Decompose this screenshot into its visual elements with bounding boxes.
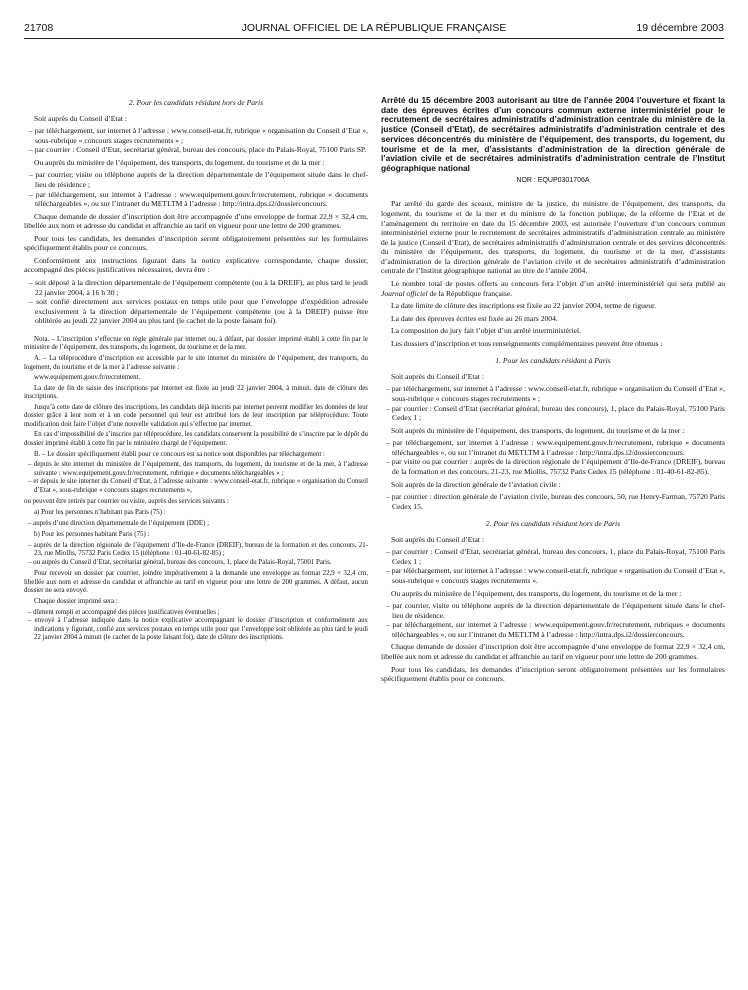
text-run: de la République française. xyxy=(427,288,513,298)
paragraph: Soit auprès du ministère de l’équipement, des transports, du logement, du tourisme et de la mer : xyxy=(391,425,685,435)
paragraph: La date des épreuves écrites est fixée au 26 mars 2004. xyxy=(391,313,558,323)
paragraph: Chaque demande de dossier d’inscription doit être accompagnée d’une enveloppe de format 22,9 × 32,4 cm, libellée aux nom et adresse du candidat et affranchie au tarif en vigueur pour une lettre de 200 grammes. xyxy=(24,211,368,231)
list-item: – par téléchargement, sur internet à l’adresse : www.equipement.gouv.fr/recrutement, rubriques « documents téléchargeables », ou sur l’intranet du METLTM à l’adresse : http://intra.dps.i2/dossierconcours. xyxy=(381,620,725,639)
nota-lettered-item: a) Pour les personnes n’habitant pas Paris (75) : xyxy=(34,508,166,516)
bullet-list xyxy=(24,278,368,326)
bullet-list xyxy=(381,492,725,511)
decree-title: Arrêté du 15 décembre 2003 autorisant au titre de l’année 2004 l’ouverture et fixant la date des épreuves écrites d’un concours commun externe interministériel pour le recrutement de secrétaires administratifs d’administration centrale du ministère de la justice (Conseil d’Etat), de secrétaires administratifs d’administration centrale et des services déconcentrés du ministère de l’équipement, des transports, du logement, du tourisme et de la mer, d’assistants d’administration de la direction générale de l’aviation civile et de secrétaires administratifs d’administration centrale de l’Institut géographique national xyxy=(381,95,725,173)
list-item: – par courrier : direction générale de l’aviation civile, bureau des concours, 50, rue Henry-Farman, 75720 Paris Cedex 15. xyxy=(381,492,725,511)
journal-reference: Journal officiel xyxy=(381,288,428,298)
nota-url: www.equipement.gouv.fr/recrutement. xyxy=(34,374,141,382)
paragraph: Soit auprès du Conseil d’Etat : xyxy=(391,371,485,381)
list-item: – par visite ou par courrier : auprès de la direction régionale de l’équipement d’Ile-de-France (DREIF), bureau de la formation et des concours, 21-23, rue Miollis, 75732 Paris Cedex 15 (téléphone : 01-40-61-82-85). xyxy=(381,457,725,476)
paragraph: La date limite de clôture des inscriptions est fixée au 22 janvier 2004, terme de rigueur. xyxy=(391,301,657,311)
list-item: – depuis le site internet du ministère de l’équipement, des transports, du logement, du tourisme et de la mer, à l’adresse suivante : www.equipement.gouv.fr/recrutement, rubrique « documents téléchargeables » ; xyxy=(24,461,368,478)
right-column xyxy=(381,96,725,687)
list-item: – par courrier, visite ou téléphone auprès de la direction départementale de l’équipement située dans le chef-lieu de résidence. xyxy=(381,601,725,620)
list-item: – par courrier : Conseil d’Etat (secrétariat général, bureau des concours), 1, place du Palais-Royal, 75100 Paris Cedex 1 ; xyxy=(381,404,725,423)
paragraph: Pour tous les candidats, les demandes d’inscription seront obligatoirement présentées sur les formulaires spécifiquement établis pour ce concours. xyxy=(24,233,368,253)
nota-paragraph: A. – La téléprocédure d’inscription est accessible par le site internet du ministère de l’équipement, des transports, du logement, du tourisme et de la mer à l’adresse suivante : xyxy=(24,354,368,371)
header-rule xyxy=(24,38,724,39)
bullet-list xyxy=(24,126,368,155)
nota-paragraph: Jusqu’à cette date de clôture des inscriptions, les candidats déjà inscrits par internet peuvent modifier les données de leur dossier grâce à leur nom et à un code personnel qui leur est attribué lors de leur inscription par téléprocédure. Toute modification doit faire l’objet d’une nouvelle validation qui s’effectue par internet. xyxy=(24,403,368,428)
list-item: – par téléchargement, sur internet à l’adresse : www.equipement.gouv.fr/recrutement, rubrique « documents téléchargeables », ou sur l’intranet du METLTM à l’adresse : http://intra.dps.i2/dossierconcours. xyxy=(24,190,368,209)
list-item: – soit déposé à la direction départementale de l’équipement compétente (ou à la DREIF), au plus tard le jeudi 22 janvier 2004, à 16 h 30 ; xyxy=(24,278,368,297)
nota-paragraph: Pour recevoir un dossier par courrier, joindre impérativement à la demande une enveloppe au format 22,9 × 32,4 cm, libellée aux nom et adresse du candidat et affranchie au tarif en vigueur pour une lettre de 200 grammes. A défaut, aucun dossier ne sera envoyé. xyxy=(24,570,368,595)
page-number: 21708 xyxy=(24,22,54,34)
nota-paragraph: En cas d’impossibilité de s’inscrire par téléprocédure, les candidats conservent la possibilité de s’inscrire par le dépôt du dossier imprimé établi à cette fin par le ministère chargé de l’équipement. xyxy=(24,431,368,447)
journal-title: JOURNAL OFFICIEL DE LA RÉPUBLIQUE FRANÇAISE xyxy=(241,22,507,34)
list-item: – par téléchargement, sur internet à l’adresse : www.equipement.gouv.fr/recrutement, rubrique « documents téléchargeables », ou sur l’intranet du METLTM à l’adresse : http://intra.dps.i2/dossierconcours. xyxy=(381,438,725,457)
nota-paragraph: B. – Le dossier spécifiquement établi pour ce concours est sa notice sont disponibles par téléchargement : xyxy=(34,450,325,458)
list-item: – ou auprès du Conseil d’Etat, secrétariat général, bureau des concours, 1, place du Palais-Royal, 75001 Paris. xyxy=(24,559,368,568)
list-item: – soit confié directement aux services postaux en temps utile pour que l’enveloppe d’expédition adressée exclusivement à la direction départementale de l’équipement compétente (ou à la DREIF) puisse être oblitérée au jeudi 22 janvier 2004 au plus tard (le cachet de la poste faisant foi). xyxy=(24,297,368,326)
nota-paragraph: Chaque dossier imprimé sera : xyxy=(34,598,118,605)
bullet-list xyxy=(24,170,368,208)
paragraph: Ou auprès du ministère de l’équipement, des transports, du logement, du tourisme et de la mer : xyxy=(34,157,325,167)
bullet-list xyxy=(24,520,368,529)
bullet-list xyxy=(24,461,368,495)
paragraph: La composition du jury fait l’objet d’un arrêté interministériel. xyxy=(391,326,581,336)
paragraph: Chaque demande de dossier d’inscription doit être accompagnée d’une enveloppe de format 22,9 × 32,4 cm, libellée aux nom et adresse du candidat et affranchie au tarif en vigueur pour une lettre de 200 grammes. xyxy=(381,642,725,661)
nor-reference: NOR : EQUP0301706A xyxy=(516,176,590,184)
section-heading: 2. Pour les candidats résidant hors de Paris xyxy=(485,519,621,529)
page-header xyxy=(24,22,724,36)
section-heading: 2. Pour les candidats résidant hors de Paris xyxy=(128,98,264,107)
nota-block xyxy=(24,336,368,643)
paragraph xyxy=(381,279,725,298)
paragraph: Soit auprès de la direction générale de l’aviation civile : xyxy=(391,479,561,489)
issue-date: 19 décembre 2003 xyxy=(636,22,724,34)
paragraph: Pour tous les candidats, les demandes d’inscription seront obligatoirement présentées sur les formulaires spécifiquement établis pour ce concours. xyxy=(381,664,725,684)
list-item: – par téléchargement, sur internet à l’adresse : www.conseil-etat.fr, rubrique « organisation du Conseil d’Etat », sous-rubrique « concours stages recrutements » ; xyxy=(24,126,368,145)
bullet-list xyxy=(381,438,725,476)
bullet-list xyxy=(24,542,368,568)
list-item: – auprès d’une direction départementale de l’équipement (DDE) ; xyxy=(24,520,368,529)
paragraph: Les dossiers d’inscription et tous renseignements complémentaires peuvent être obtenus : xyxy=(391,338,663,348)
section-heading: 1. Pour les candidats résidant à Paris xyxy=(495,356,611,366)
nota-paragraph: La date de fin de saisie des inscriptions par internet est fixée au jeudi 22 janvier 2004, à minuit, date de clôture des inscriptions. xyxy=(24,384,368,401)
paragraph: Soit auprès du Conseil d’Etat : xyxy=(34,113,128,123)
bullet-list xyxy=(381,384,725,422)
list-item: – par courrier, visite ou téléphone auprès de la direction départementale de l’équipement située dans le chef-lieu de résidence ; xyxy=(24,170,368,189)
paragraph: Conformément aux instructions figurant dans la notice explicative correspondante, chaque dossier, accompagné des pièces justificatives nécessaires, devra être : xyxy=(24,255,368,275)
nota-paragraph: ou peuvent être retirés par courrier ou visite, auprès des services suivants : xyxy=(24,498,229,506)
list-item: – dûment rempli et accompagné des pièces justificatives éventuelles ; xyxy=(24,609,368,618)
text-run: Le nombre total de postes offerts au concours fera l’objet d’un arrêté interministériel qui sera publié au xyxy=(391,278,725,288)
nota-lettered-item: b) Pour les personnes habitant Paris (75) : xyxy=(34,531,150,539)
list-item: – envoyé à l’adresse indiquée dans la notice explicative accompagnant le dossier d’inscription et conformément aux indications y figurant, confié aux services postaux en temps utile pour que l’enveloppe soit oblitérée au plus tard le jeudi 22 janvier 2004 à minuit (le cachet de la poste faisant foi), date de clôture des inscriptions. xyxy=(24,617,368,643)
bullet-list xyxy=(381,601,725,639)
paragraph: Ou auprès du ministère de l’équipement, des transports, du logement, du tourisme et de la mer : xyxy=(391,588,682,598)
list-item: – par téléchargement, sur internet à l’adresse : www.conseil-etat.fr, rubrique « organisation du Conseil d’Etat », sous-rubrique « concours stages recrutements » ; xyxy=(381,384,725,403)
list-item: – auprès de la direction régionale de l’équipement d’Ile-de-France (DREIF), bureau de la formation et des concours, 21-23, rue Miollis, 75732 Paris Cedex 15 (téléphone : 01-40-61-82-85) ; xyxy=(24,542,368,559)
bullet-list xyxy=(24,609,368,643)
nota-paragraph: Nota. – L’inscription s’effectue en règle générale par internet ou, à défaut, par dossier imprimé établi à cette fin par le ministère de l’équipement, des transports, du logement, du tourisme et de la mer. xyxy=(24,335,368,352)
list-item: – par téléchargement, sur internet à l’adresse : www.conseil-etat.fr, rubrique « organisation du Conseil d’Etat », sous-rubrique « concours stages recrutements ». xyxy=(381,566,725,585)
left-column xyxy=(24,90,368,646)
list-item: – par courrier : Conseil d’Etat, secrétariat général, bureau des concours, 1, place du Palais-Royal, 75100 Paris Cedex 1 ; xyxy=(381,547,725,566)
bullet-list xyxy=(381,547,725,585)
list-item: – et depuis le site internet du Conseil d’Etat, à l’adresse suivante : www.conseil-etat.fr, rubrique « organisation du Conseil d’Etat », sous-rubrique « concours stages recrutements », xyxy=(24,478,368,495)
paragraph: Soit auprès du Conseil d’Etat : xyxy=(391,534,485,544)
paragraph: Par arrêté du garde des sceaux, ministre de la justice, du ministre de l’équipement, des transports, du logement, du tourisme et de la mer et du ministre de la fonction publique, de la réforme de l’Etat et de l’aménagement du territoire en date du 15 décembre 2003, est autorisée l’ouverture d’un concours commun interministériel externe pour le recrutement de secrétaires administratifs d’administration centrale au ministère de la justice (Conseil d’Etat), de secrétaires administratifs d’administration centrale et des services déconcentrés du ministère de l’équipement, des transports, du logement, du tourisme et de la mer, d’assistants d’administration de la direction générale de l’aviation civile et de secrétaires administratifs d’administration centrale de l’Institut géographique national au titre de l’année 2004. xyxy=(381,199,725,276)
list-item: – par courrier : Conseil d’Etat, secrétariat général, bureau des concours, place du Palais-Royal, 75100 Paris SP. xyxy=(24,145,368,155)
